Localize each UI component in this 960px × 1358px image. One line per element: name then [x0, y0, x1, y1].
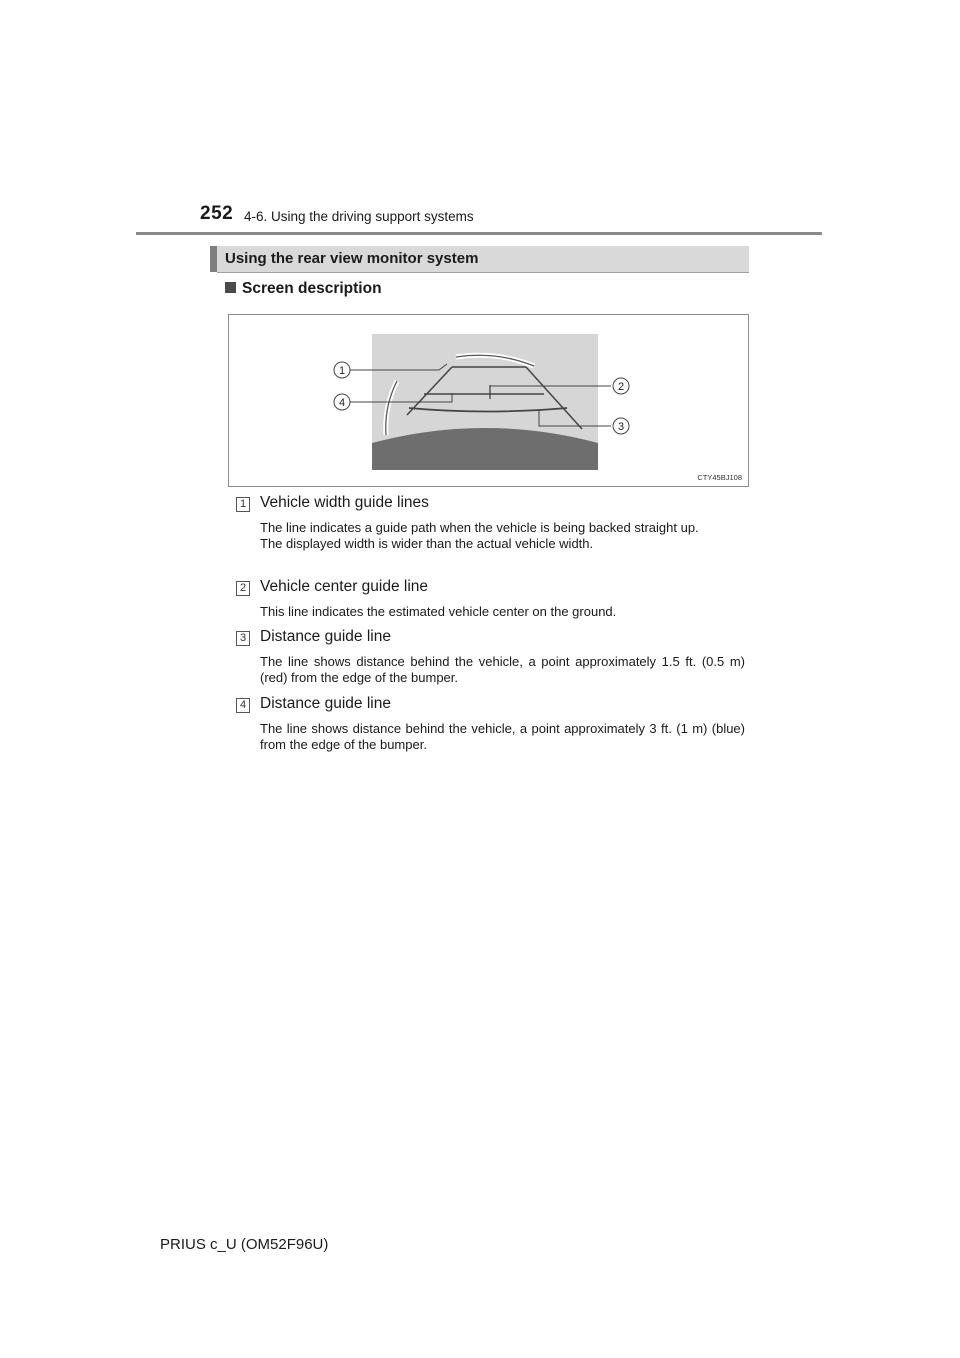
item-description: [260, 654, 745, 686]
rear-view-monitor-figure: [228, 314, 749, 487]
subheading-text: Screen description: [242, 280, 382, 297]
description-line: This line indicates the estimated vehicle center on the ground.: [260, 604, 617, 619]
description-line: The line shows distance behind the vehicle, a point approximately 3 ft. (1 m) (blue) from the edge of the bumper.: [260, 721, 745, 752]
square-bullet-icon: [225, 282, 236, 293]
item-description: [260, 520, 745, 552]
callout-4: [334, 394, 350, 410]
item-number-badge: 4: [236, 698, 250, 713]
figure-code: CTY45BJ108: [697, 473, 742, 482]
callout-2: [613, 378, 629, 394]
monitor-screen-illustration: [229, 315, 748, 486]
section-title: Using the rear view monitor system: [225, 250, 479, 267]
section-title-bar: [210, 246, 749, 272]
svg-text:2: 2: [617, 381, 625, 393]
item-title: Distance guide line: [260, 628, 391, 645]
description-line: The line indicates a guide path when the vehicle is being backed straight up.: [260, 520, 699, 535]
item-number-badge: 3: [236, 631, 250, 646]
chapter-section-label: 4-6. Using the driving support systems: [244, 209, 474, 224]
header-rule: [136, 232, 822, 235]
svg-text:1: 1: [338, 365, 346, 377]
item-description: [260, 721, 745, 753]
page-footer: PRIUS c_U (OM52F96U): [160, 1236, 329, 1253]
item-title: Vehicle center guide line: [260, 578, 429, 595]
item-title: Vehicle width guide lines: [260, 494, 429, 511]
callout-1: [334, 362, 350, 378]
item-title: Distance guide line: [260, 695, 391, 712]
item-number-badge: 2: [236, 581, 250, 596]
description-line: The line shows distance behind the vehicle, a point approximately 1.5 ft. (0.5 m) (red) from the edge of the bumper.: [260, 654, 745, 685]
subheading: [225, 280, 382, 298]
item-number-badge: 1: [236, 497, 250, 512]
svg-text:3: 3: [617, 421, 625, 433]
item-description: [260, 604, 745, 620]
description-line: The displayed width is wider than the actual vehicle width.: [260, 536, 594, 551]
page-number: 252: [200, 203, 234, 224]
callout-3: [613, 418, 629, 434]
svg-text:4: 4: [338, 397, 346, 409]
